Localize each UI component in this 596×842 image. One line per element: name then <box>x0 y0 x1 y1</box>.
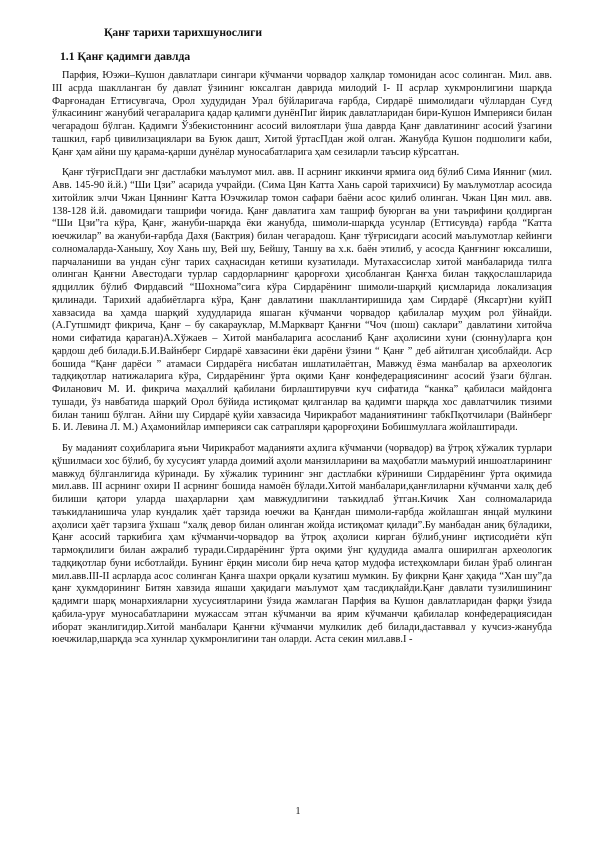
paragraph: Парфия, Юэжи–Кушон давлатлари сингари кўчманчи чорвадор халқлар томонидан асос солинган. Мил. авв. III асрда шаклланган бу давлат ўзининг юксалган даврида милодий I- II асрлар хукмронлигини шарқда Фарғонадан Еттисувгача, Орол худудидан Урал бўйларигача ғарбда, Сирдарё шимолидаги чўллардан Суғд ўлкасининг жанубий чегараларига қадар қалимги дунёнПиг йирик давлатларидан бири-Кушон Империяси билан чегарадош бўлган. Қадимги Ўзбекистоннинг асосий вилоятлари ўша даврда Қанғ давлатининг асосий ўзагини ташкил, ғарб цивилизациялари ва Буюк дашт, Хитой ўртасПдан жой олган. Жанубда Кушон подшолиги каби, Қанғ ҳам айни шу қарама-қарши дунёлар муносабатларига ҳам сезиларли таъсир кўрсатган. <box>52 70 552 158</box>
document-title: Қанғ тарихи тарихшунослиги <box>104 26 263 39</box>
paragraph: Қанғ тўғрисПдаги энг дастлабки маълумот мил. авв. II асрнинг иккинчи ярмига оид бўлиб Сима Иянниг (мил. Авв. 145-90 й.й.) “Ши Цзи” асарида учрайди. (Сима Цян Катта Хань сарой тарихчиси) Бу маълумотлар асосида хитойлик элчи Чжан Цяннинг Катта Юэчжилар томон сафари баёни асос қилиб олинган. Чжан Цян мил. авв. 138-128 й.й. давомидаги ташрифи чоғида. Қанғ давлатига хам ташриф буюрган ва уни таърифини қолдирган “Ши Цзи”га кўра, Қанғ, жануби-шарқда ёки жанубда, шимоли-шарқда усунлар (Еттисувда) ғарбда “Катта юечжилар” ва жануби-ғарбда Дахя (Бактрия) билан чегарадош. Қанғ тўғрисидаги асосий маълумотлар кейинги солномаларда-Ханьшу, Хоу Хань шу, Вей шу, Бейшу, Таншу ва х.к. баён этилиб, у асосда Қанғнинг юксалиши, парчаланиши ва ундан сўнг тарих саҳнасидан кетиши кузатилади. Мутахассислар хитой манбаларида тилга олинган Қанғни Авестодаги турлар сардорларнинг қарорғохи ҳисобланган Қанғха билан таққослашларида ядциллик бўлиб Фирдавсий “Шохнома”сига кўра Сирдарёнинг шимоли-шарқий қисмларида локализация қилинади. Тарихий адабиётларга кўра, Қанғ давлатини шакллантиришида ҳам Сирдарё (Яксарт)ни куйП хавзасида ва ҳамда шарқий худудларида яшаган кўчманчи чорвадор қабилалар муҳим рол ўйнайди. (А.Гутшмидт фикрича, Қанғ – бу сакарауклар, М.Маркварт Қанғни “Чоч (шош) саклари” давлатини хитойча номи сифатида қараган)А.Хўжаев – Хитой манбаларига асосланиб Қанғ аҳолисини хуни (сюнну)ларга қон қардош деб билади.Б.И.Вайнберг Сирдарё хавзасини ёки дарёни ўзини “ Қанғ ” деб айтилган ҳисоблайди. Аср бошида “Қанғ дарёси ” атамаси Сирдарёга нисбатан ишлатилаётган, Мавжуд ёзма манбалар ва археологик тадқиқотлар натижаларига кўра, Сирдарёнинг ўрта оқими Қанғ конфедерациясининг асосий ўзаги бўлган. Филанович М. И. фикрича маҳаллий қабилани бирлаштирувчи куч сифатида “канка” қабиласи майдонга тушади, ўз навбатида шарқий Орол бўйида истиқомат қилганлар ва қадимги шарқда хос давлатчилик тизими билан таниш бўлган. Айни шу Сирдарё қуйи хавзасида Чирикработ маданиятининг табкПқотчилари (Вайнберг Б. И. Левина Л. М.) Аҳамонийлар империяси сак сатрапляри қарорғоҳини Бобишмуллага жойлаштиради. <box>52 167 552 434</box>
paragraph: Бу маданият соҳибларига яъни Чирикработ маданияти аҳлига кўчманчи (чорвадор) ва ўтроқ хўжалик турлари қўшилмаси хос бўлиб, бу хусусият уларда доимий аҳоли манзилларини ва маҳобатли маъмурий иншоатларининг мавжуд бўлганлигида кўринади. Бу хўжалик турининг энг дастлабки кўриниши Сирдарёнинг ўрта оқимида мил.авв. III асрнинг охири II асрнинг бошида намоён бўлади.Хитой манбалари,қанғлиларни кўчманчи халқ деб билиши қатори уларда шаҳарларни ҳам мавжудлигини таъкидлаб ўтган.Кичик Хан солномаларида таъкидланишича улар кундалик ҳаёт тарзида юечжи ва Қанғдан шимоли-ғарбда жойлашган янцай мулкини аҳолиси ҳаёт тарзига ўхшаш “халқ девор билан олинган жойда истиқомат қилади”.Бу манбадан аниқ бўладики, Қанғ асосий таркибига ҳам кўчманчи-чорвадор ва ўтроқ аҳолиси кирган бўлиб,унинг иқтисодиёти кўп тармоқлилиги билан ажралиб туради.Сирдарёнинг ўрта оқими ўнг қудудида амалга оширилган археологик тадқиқотлар буни исботлайди. Бунинг ёрқин мисоли бир неча қатор мудофа истеҳкомлари билан ўраб олинган мил.авв.III-II асрларда асос солинган Қанға шахри орқали кузатиш мумкин. Бу фикрни Қанғ ҳақида “Хан шу”да қанғ ҳукмдорининг Битян хавзида яшаши ҳақидаги маълумот ҳам тасдиқлайди.Қанғ давлати тузилишининг қадимги шарқ монархияларни хусусиятларини ўзида жамлаган Парфия ва Кушон давлатларидан фарқи ўзида қабила-уруғ муносабатларини мужассам этган кўчманчи ва ярим кўчманчи қабилалар конфедерациясидан иборат эканлигидир.Хитой манбалари Қанғни кўчманчи мулкилик деб билади,даставвал у кучсиз-жанубда юечжилар,шарқда эса хуннлар ҳукмронлигини тан оларди. Аста секин мил.авв.I - <box>52 443 552 646</box>
section-heading: 1.1 Қанғ қадимги давлда <box>60 50 191 63</box>
page-number: 1 <box>295 806 301 817</box>
